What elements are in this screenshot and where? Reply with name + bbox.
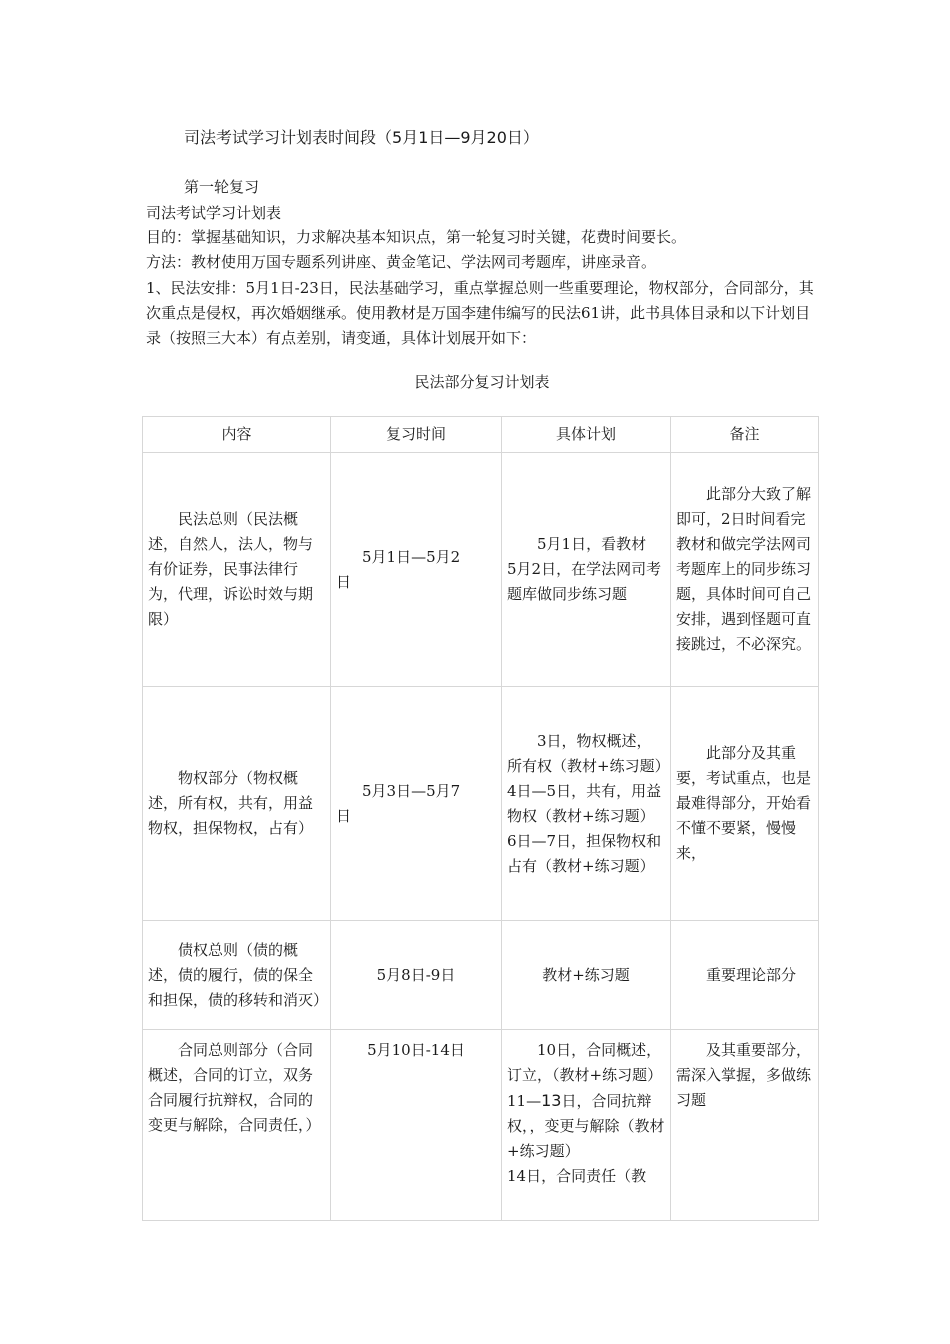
method-paragraph: 方法：教材使用万国专题系列讲座、黄金笔记、学法网司考题库，讲座录音。 [146, 253, 657, 271]
table-row [143, 453, 819, 687]
row-note: 重要理论部分 [671, 921, 819, 1030]
header-review-time: 复习时间 [331, 417, 502, 453]
row-time-end: 日 [336, 572, 352, 591]
title-text: 司法考试学习计划表时间段（ [184, 128, 393, 147]
row-plan [502, 687, 671, 921]
row-note: 此部分大致了解即可，2日时间看完教材和做完学法网司考题库上的同步练习题，具体时间可自己安排，遇到怪题可直接跳过，不必深究。 [671, 453, 819, 687]
document-title [184, 127, 539, 149]
plan-line: 3日，物权概述，所有权（教材+练习题） [507, 731, 670, 775]
row-time [331, 687, 502, 921]
row-note: 及其重要部分，需深入掌握，多做练习题 [671, 1030, 819, 1221]
plan-line: 14日，合同责任（教 [507, 1167, 647, 1185]
table-caption: 民法部分复习计划表 [414, 373, 550, 391]
row-time-start: 5月1日—5月2 [362, 547, 461, 566]
row-plan [502, 1030, 671, 1221]
table-row [143, 1030, 819, 1221]
table-row [143, 921, 819, 1030]
row-time-start: 5月3日—5月7 [362, 781, 461, 800]
row-time: 5月10日-14日 [331, 1030, 502, 1221]
row-note: 此部分及其重要，考试重点，也是最难得部分，开始看不懂不要紧，慢慢来， [671, 687, 819, 921]
row-content: 物权部分（物权概述，所有权，共有，用益物权，担保物权，占有） [143, 687, 331, 921]
review-round-heading: 第一轮复习 [184, 178, 260, 196]
plan-line: 6日—7日，担保物权和占有（教材+练习题） [507, 831, 662, 875]
plan-line: 10日，合同概述，订立，（教材+练习题） [507, 1041, 663, 1084]
title-close: ） [522, 128, 539, 147]
row-time: 5月8日-9日 [331, 921, 502, 1030]
plan-line [507, 1088, 665, 1164]
header-note: 备注 [671, 417, 819, 453]
plan-line: 5月1日，看教材 [537, 535, 647, 553]
row-plan: 教材+练习题 [502, 921, 671, 1030]
study-plan-table [142, 416, 819, 1221]
civil-law-intro-paragraph: 1、民法安排：5月1日-23日，民法基础学习，重点掌握总则一些重要理论，物权部分，合同部分，其次重点是侵权，再次婚姻继承。使用教材是万国李建伟编写的民法61讲，此书具体目录和以下计划目录（按照三大本）有点差别，请变通，具体计划展开如下： [146, 279, 814, 347]
row-plan [502, 453, 671, 687]
plan-title: 司法考试学习计划表 [146, 204, 282, 222]
header-plan: 具体计划 [502, 417, 671, 453]
plan-line-part: 日，合同抗辩权，，变更与解除（教材+练习题） [507, 1092, 665, 1160]
row-content: 民法总则（民法概述，自然人，法人，物与有价证券，民事法律行为，代理，诉讼时效与期限） [143, 453, 331, 687]
plan-line-part: 13 [541, 1091, 562, 1110]
plan-line: 5月2日，在学法网司考题库做同步练习题 [507, 560, 662, 603]
row-time-end: 日 [336, 806, 352, 825]
table-row [143, 687, 819, 921]
row-content: 债权总则（债的概述，债的履行，债的保全和担保，债的移转和消灭） [143, 921, 331, 1030]
row-time [331, 453, 502, 687]
table-header-row [143, 417, 819, 453]
title-dates: 5月1日—9月20日 [392, 128, 523, 147]
header-content: 内容 [143, 417, 331, 453]
plan-line: 4日—5日，共有，用益物权（教材+练习题） [507, 781, 662, 825]
row-content: 合同总则部分（合同概述，合同的订立，双务合同履行抗辩权，合同的变更与解除，合同责任，） [143, 1030, 331, 1221]
purpose-paragraph: 目的：掌握基础知识，力求解决基本知识点，第一轮复习时关键，花费时间要长。 [146, 228, 687, 246]
plan-line-part: 11— [507, 1092, 542, 1110]
